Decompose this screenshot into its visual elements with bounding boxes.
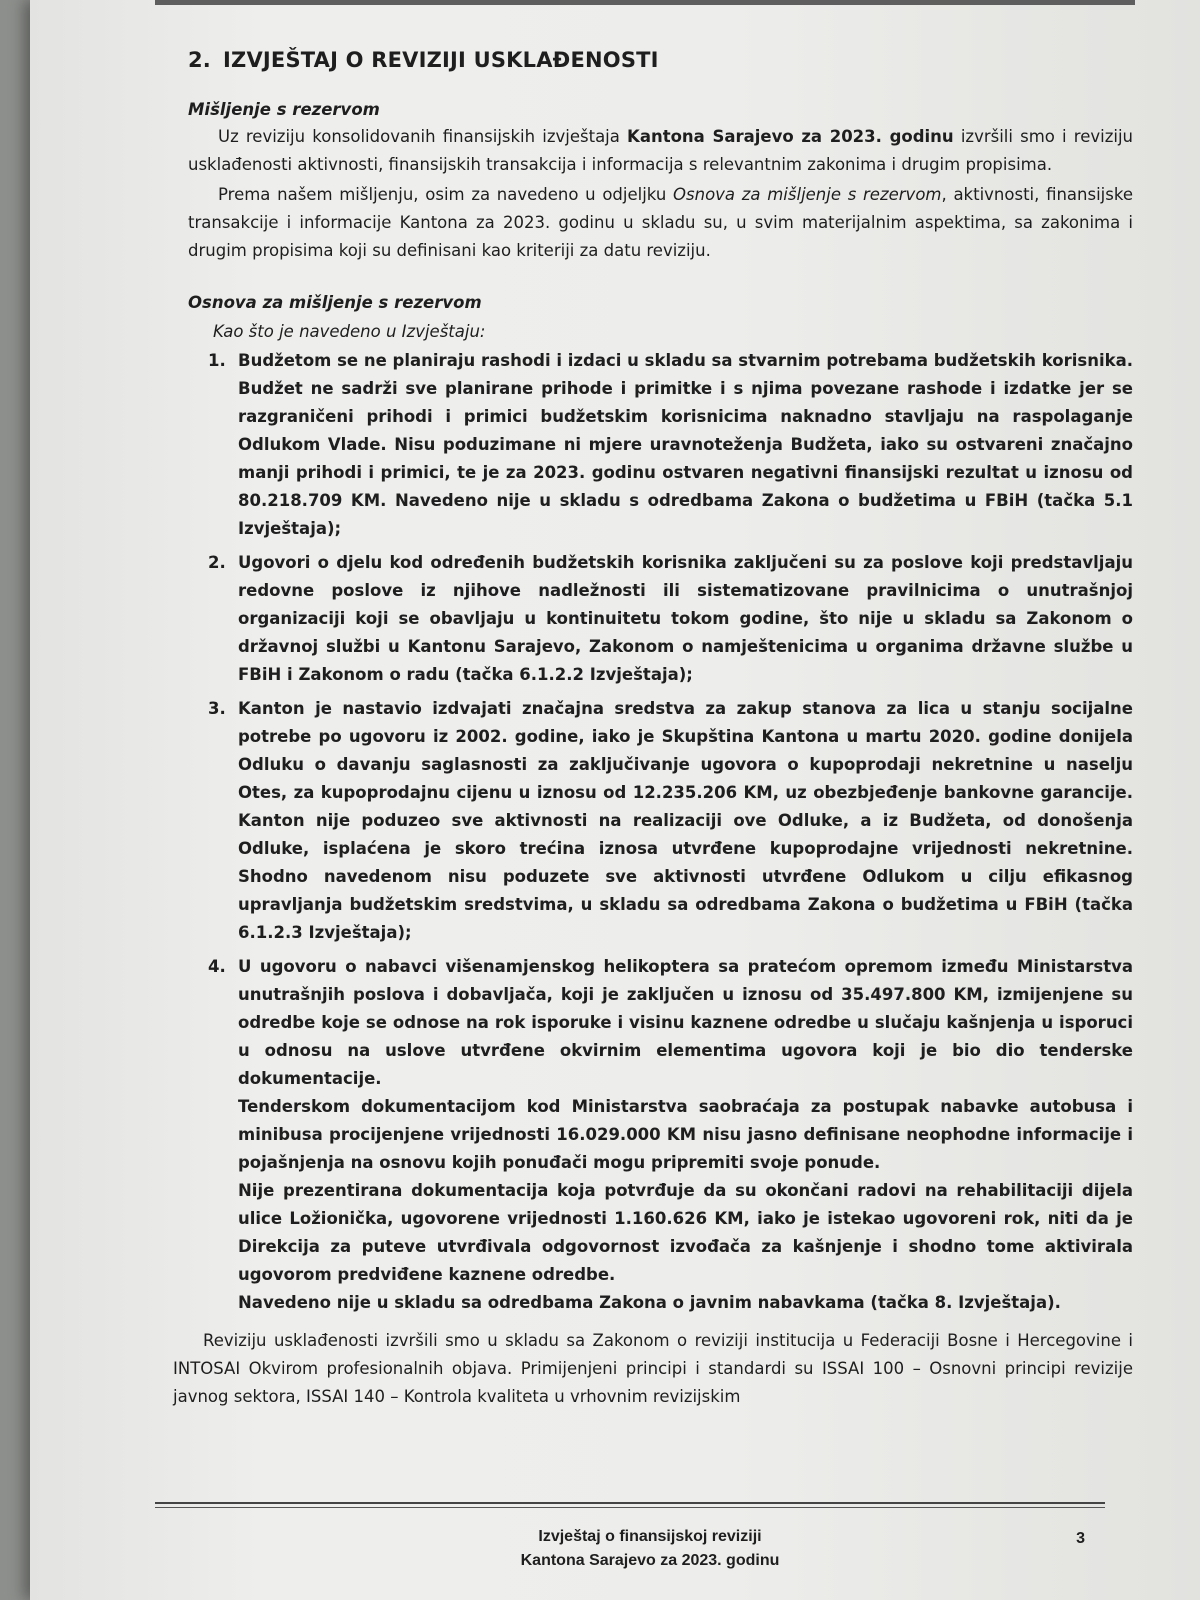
finding-item-1 (158, 347, 1133, 543)
document-page (30, 0, 1200, 1600)
section-title: IZVJEŠTAJ O REVIZIJI USKLAĐENOSTI (223, 48, 659, 72)
opinion-paragraph-2 (188, 181, 1133, 265)
text-run: Prema našem mišljenju, osim za navedeno u odjeljku (218, 185, 674, 204)
item-continuation-2: Nije prezentirana dokumentacija koja potvrđuje da su okončani radovi na rehabilitaciji dijela ulice Ložionička, ugovorene vrijednosti 1.160.626 KM, iako je istekao ugovoreni rok, niti da je Direkcija za puteve utvrđivala odgovornost izvođača za kašnjenje i shodno tome aktivirala ugovorom predviđene kaznene odredbe. (238, 1181, 1133, 1284)
text-run: Uz reviziju konsolidovanih finansijskih izvještaja (218, 127, 628, 146)
top-rule (155, 0, 1135, 5)
footer-line-1: Izvještaj o finansijskoj reviziji (538, 1528, 762, 1545)
page-number: 3 (1076, 1530, 1085, 1547)
findings-list (158, 347, 1133, 1317)
item-text: U ugovoru o nabavci višenamjenskog helikoptera sa pratećom opremom između Ministarstva unutrašnjih poslova i dobavljača, koji je zaključen u iznosu od 35.497.800 KM, izmijenjene su odredbe koje se odnose na rok isporuke i visinu kaznene odredbe u slučaju kašnjenja u isporuci u odnosu na uslove utvrđene okvirnim elementima ugovora koji je bio dio tenderske dokumentacije. (238, 957, 1133, 1088)
footer-rule (155, 1502, 1105, 1508)
item-number: 4. (208, 957, 226, 976)
text-run: izvršili smo i reviziju usklađenosti aktivnosti, finansijskih transakcija i informacija s relevantnim zakonima i drugim propisima. (188, 127, 1133, 174)
footer-line-2: Kantona Sarajevo za 2023. godinu (520, 1552, 780, 1569)
item-number: 3. (208, 699, 226, 718)
item-number: 1. (208, 351, 226, 370)
item-text: Budžetom se ne planiraju rashodi i izdaci u skladu sa stvarnim potrebama budžetskih korisnika. Budžet ne sadrži sve planirane prihode i primitke i s njima povezane rashode i izdatke jer se razgraničeni prihodi i primici budžetskim korisnicima naknadno stavljaju na raspolaganje Odlukom Vlade. Nisu poduzimane ni mjere uravnoteženja Budžeta, iako su ostvareni značajno manji prihodi i primici, te je za 2023. godinu ostvaren negativni finansijski rezultat u iznosu od 80.218.709 KM. Navedeno nije u skladu s odredbama Zakona o budžetima u FBiH (tačka 5.1 Izvještaja); (238, 351, 1133, 538)
item-text: Kanton je nastavio izdvajati značajna sredstva za zakup stanova za lica u stanju socijalne potrebe po ugovoru iz 2002. godine, iako je Skupština Kantona u martu 2020. godine donijela Odluku o davanju saglasnosti za zaključivanje ugovora o kupoprodaji nekretnine u naselju Otes, za kupoprodajnu cijenu u iznosu od 12.235.206 KM, uz obezbjeđenje bankovne garancije. Kanton nije poduzeo sve aktivnosti na realizaciji ove Odluke, a iz Budžeta, od donošenja Odluke, isplaćena je skoro trećina iznosa utvrđene kupoprodajne vrijednosti nekretnine. Shodno navedenom nisu poduzete sve aktivnosti utvrđene Odlukom u cilju efikasnog upravljanja budžetskim sredstvima, u skladu sa odredbama Zakona o budžetima u FBiH (tačka 6.1.2.3 Izvještaja); (238, 699, 1133, 942)
section-number: 2. (188, 48, 211, 72)
basis-title: Osnova za mišljenje s rezervom (188, 293, 482, 312)
section-heading (188, 48, 1133, 72)
page-footer (450, 1525, 850, 1573)
closing-paragraph: Reviziju usklađenosti izvršili smo u skladu sa Zakonom o reviziji institucija u Federaciji Bosne i Hercegovine i INTOSAI Okvirom profesionalnih objava. Primijenjeni principi i standardi su ISSAI 100 – Osnovni principi revizije javnog sektora, ISSAI 140 – Kontrola kvaliteta u vrhovnim revizijskim (173, 1331, 1133, 1406)
page-content (158, 40, 1133, 1411)
item-text: Ugovori o djelu kod određenih budžetskih korisnika zaključeni su za poslove koji predstavljaju redovne poslove iz njihove nadležnosti ili sistematizovane pravilnicima o unutrašnjoj organizaciji koji se obavljaju u kontinuitetu tokom godine, što nije u skladu sa Zakonom o državnoj službi u Kantonu Sarajevo, Zakonom o namještenicima u organima državne službe u FBiH i Zakonom o radu (tačka 6.1.2.2 Izvještaja); (238, 553, 1133, 684)
italic-run: Osnova za mišljenje s rezervom (673, 185, 942, 204)
finding-item-4 (158, 953, 1133, 1317)
opinion-paragraph-1 (188, 123, 1133, 179)
item-continuation-3: Navedeno nije u skladu sa odredbama Zakona o javnim nabavkama (tačka 8. Izvještaja). (238, 1293, 1061, 1312)
text-run: , aktivnosti, finansijske transakcije i informacije Kantona za 2023. godinu u skladu su, u svim materijalnim aspektima, sa zakonima i drugim propisima koji su definisani kao kriteriji za datu reviziju. (188, 185, 1133, 260)
item-continuation-1: Tenderskom dokumentacijom kod Ministarstva saobraćaja za postupak nabavke autobusa i minibusa procijenjene vrijednosti 16.029.000 KM nisu jasno definisane neophodne informacije i pojašnjenja na osnovu kojih ponuđači mogu pripremiti svoje ponude. (238, 1097, 1133, 1172)
opinion-title: Mišljenje s rezervom (188, 100, 380, 119)
finding-item-2 (158, 549, 1133, 689)
basis-lead: Kao što je navedeno u Izvještaju: (213, 322, 486, 341)
finding-item-3 (158, 695, 1133, 947)
bold-run: Kantona Sarajevo za 2023. godinu (627, 127, 954, 146)
item-number: 2. (208, 553, 226, 572)
